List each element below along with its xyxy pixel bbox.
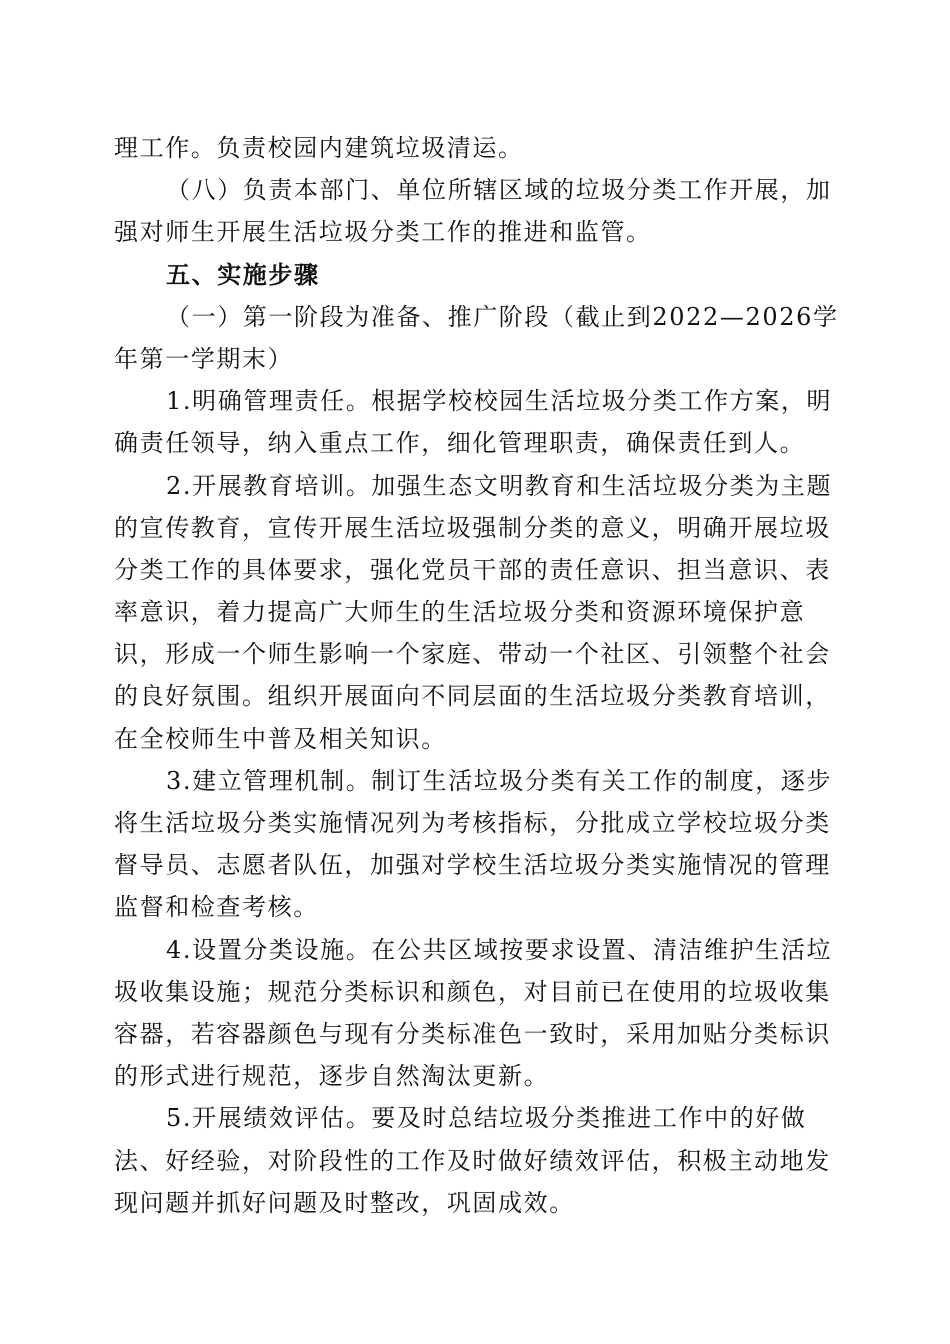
text-line: 4.设置分类设施。在公共区域按要求设置、清洁维护生活垃 <box>166 935 833 964</box>
section-heading: 五、实施步骤 <box>166 259 320 289</box>
text-line: 理工作。负责校园内建筑垃圾清运。 <box>114 134 524 162</box>
text-line: 率意识，着力提高广大师生的生活垃圾分类和资源环境保护意 <box>114 598 806 627</box>
text-line: （八）负责本部门、单位所辖区域的垃圾分类工作开展，加 <box>166 176 832 205</box>
text-line: 的形式进行规范，逐步自然淘汰更新。 <box>114 1062 550 1091</box>
text-line: 法、好经验，对阶段性的工作及时做好绩效评估，积极主动地发 <box>114 1146 831 1175</box>
text-line: 现问题并抓好问题及时整改，巩固成效。 <box>114 1188 575 1217</box>
text-line: （一）第一阶段为准备、推广阶段（截止到2022—2026学 <box>166 302 839 331</box>
text-line: 年第一学期末） <box>114 344 294 373</box>
text-line: 容器，若容器颜色与现有分类标准色一致时，采用加贴分类标识 <box>114 1019 831 1048</box>
document-body <box>114 127 839 1224</box>
text-line: 将生活垃圾分类实施情况列为考核指标，分批成立学校垃圾分类 <box>114 809 831 837</box>
text-line: 分类工作的具体要求，强化党员干部的责任意识、担当意识、表 <box>114 555 831 584</box>
text-line: 2.开展教育培训。加强生态文明教育和生活垃圾分类为主题 <box>166 471 833 500</box>
text-line: 5.开展绩效评估。要及时总结垃圾分类推进工作中的好做 <box>166 1104 807 1133</box>
text-line: 识，形成一个师生影响一个家庭、带动一个社区、引领整个社会 <box>114 640 831 669</box>
text-line: 在全校师生中普及相关知识。 <box>114 724 447 753</box>
text-line: 督导员、志愿者队伍，加强对学校生活垃圾分类实施情况的管理 <box>114 851 831 880</box>
text-line: 监督和检查考核。 <box>114 893 319 922</box>
text-line: 圾收集设施；规范分类标识和颜色，对目前已在使用的垃圾收集 <box>114 977 831 1006</box>
text-line: 的宣传教育，宣传开展生活垃圾强制分类的意义，明确开展垃圾 <box>114 513 831 542</box>
text-line: 确责任领导，纳入重点工作，细化管理职责，确保责任到人。 <box>114 429 806 458</box>
text-line: 3.建立管理机制。制订生活垃圾分类有关工作的制度，逐步 <box>166 766 833 795</box>
text-line: 的良好氛围。组织开展面向不同层面的生活垃圾分类教育培训， <box>114 682 831 711</box>
text-line: 1.明确管理责任。根据学校校园生活垃圾分类工作方案，明 <box>166 387 833 416</box>
text-line: 强对师生开展生活垃圾分类工作的推进和监管。 <box>114 218 652 247</box>
